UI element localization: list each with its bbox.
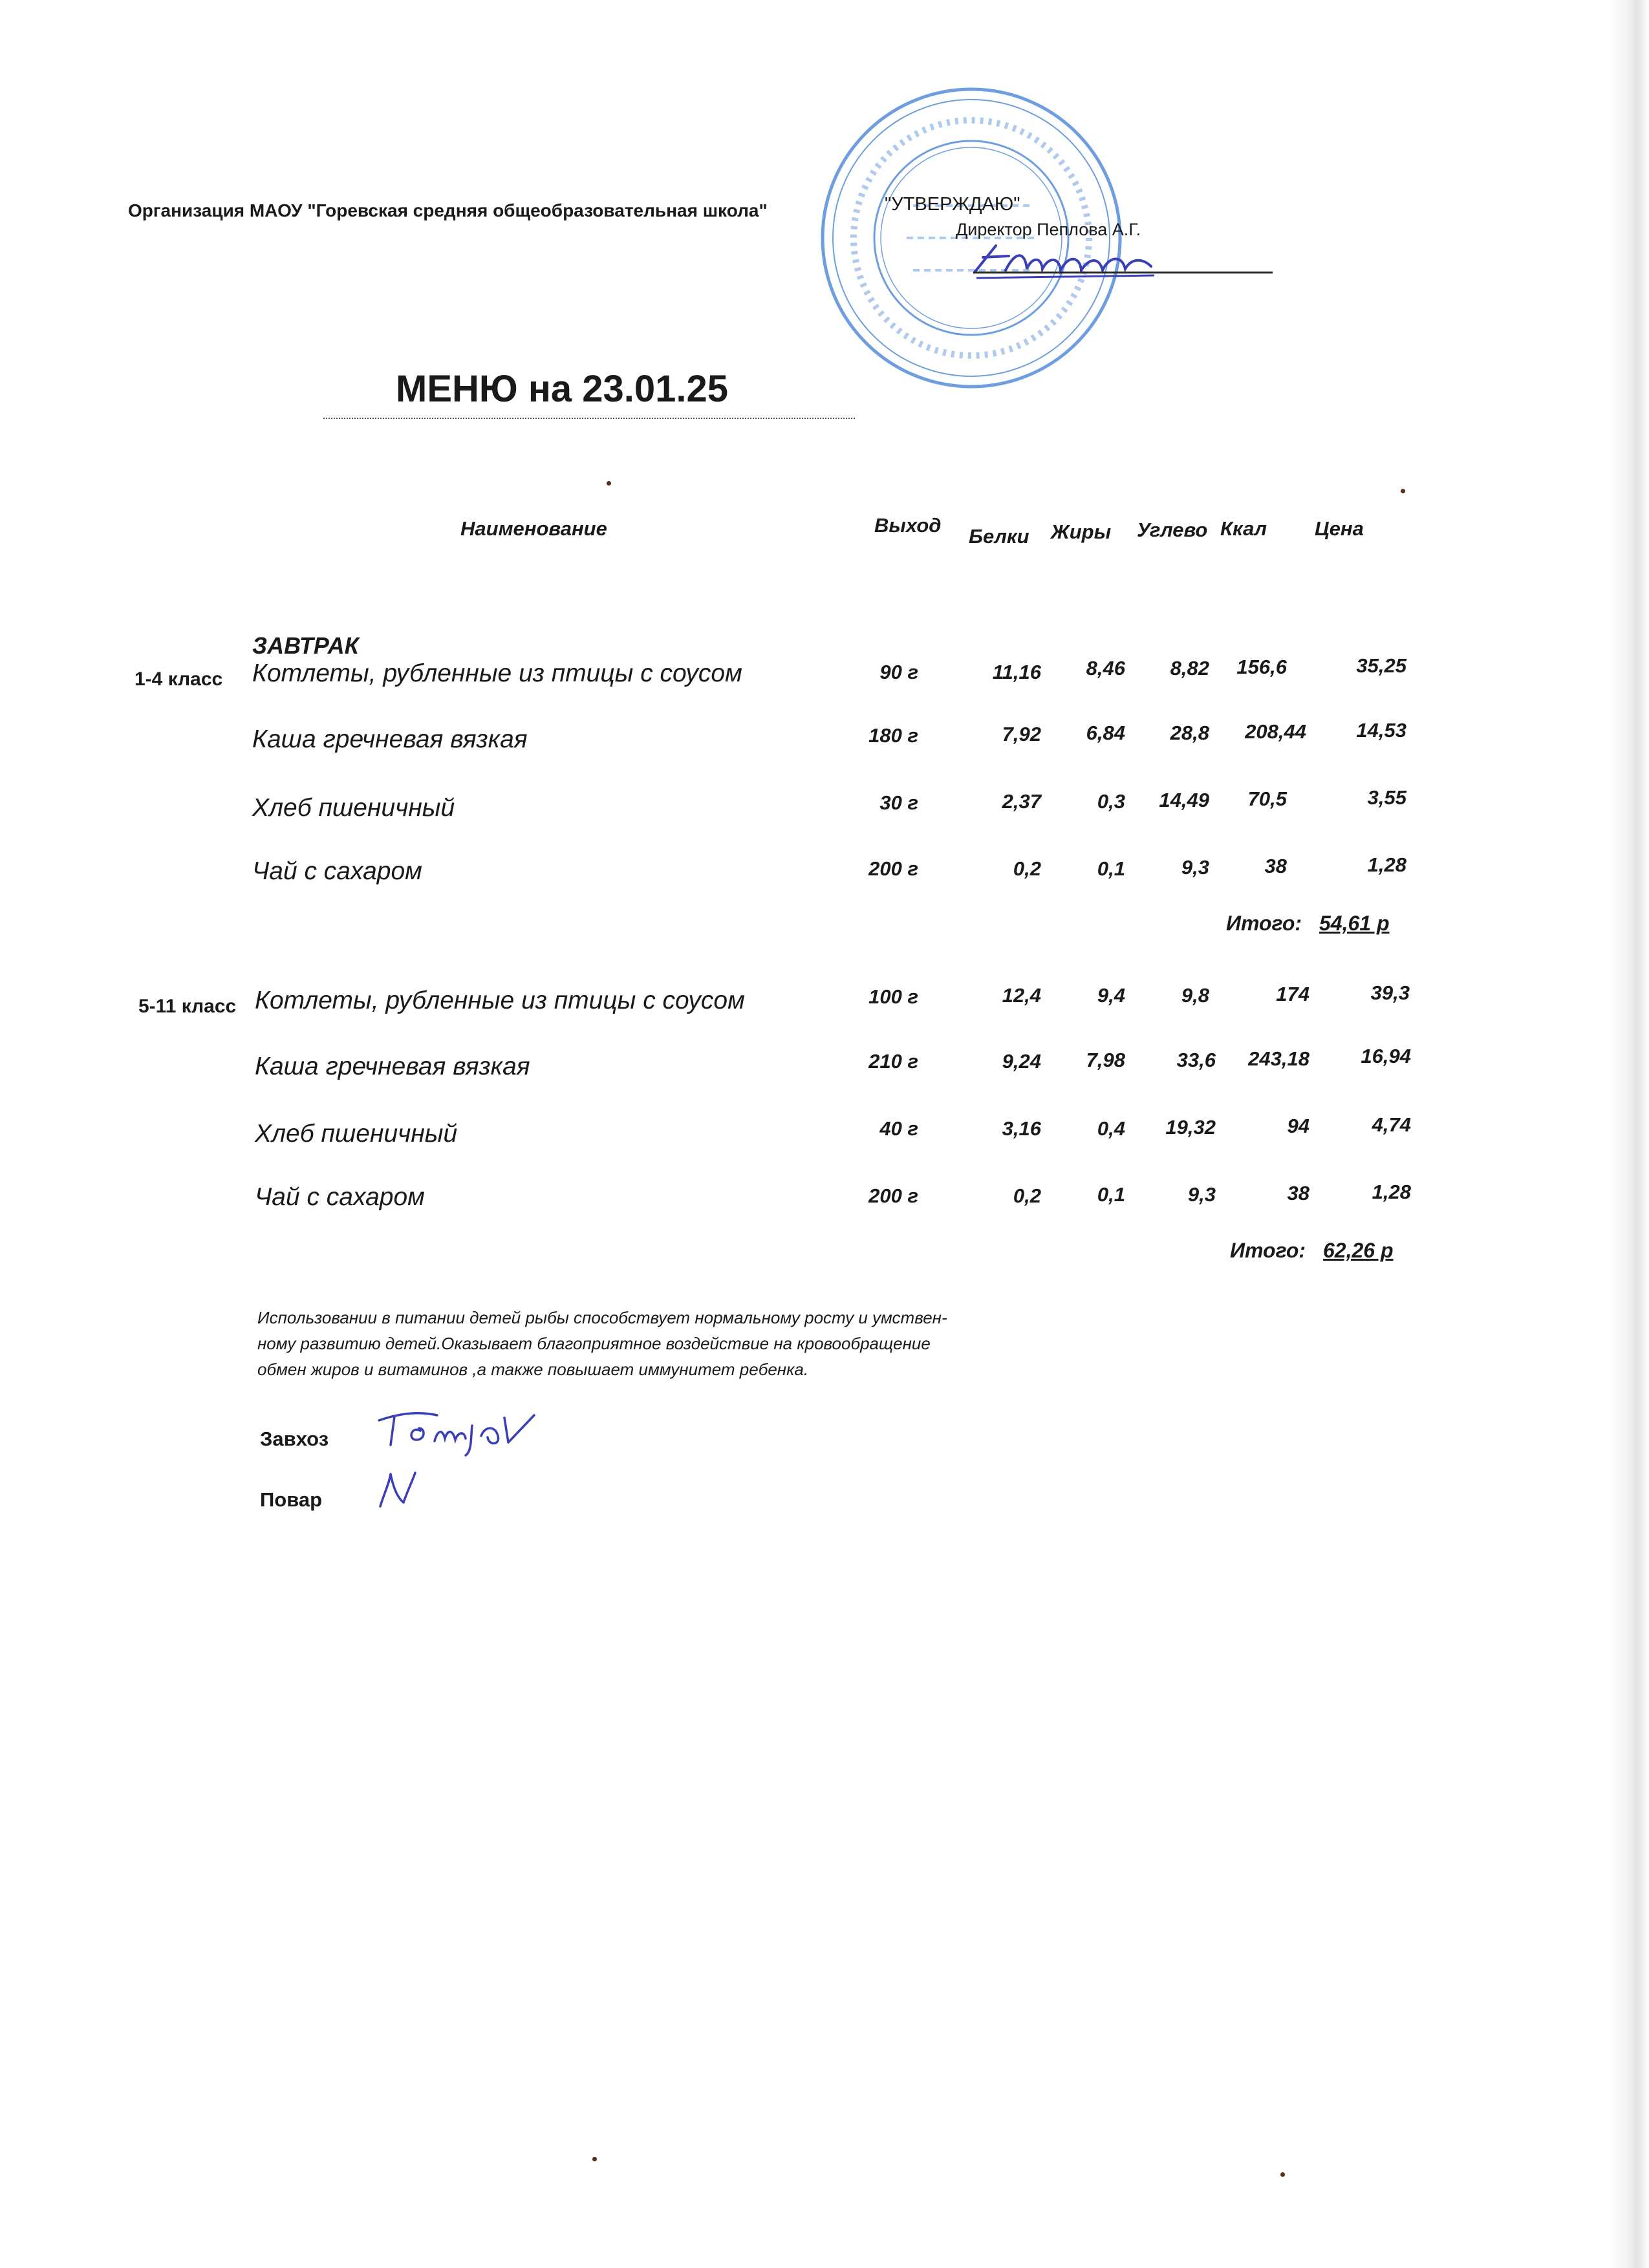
column-carbs: Углево [1137, 519, 1208, 541]
dish-name: Котлеты, рубленные из птицы с соусом [255, 987, 745, 1014]
cell-output: 180 г [868, 724, 918, 747]
cell-carbs: 9,3 [1187, 1183, 1216, 1206]
cell-fat: 7,98 [1086, 1049, 1125, 1071]
dish-name: Хлеб пшеничный [252, 794, 455, 822]
cell-output: 200 г [868, 1184, 918, 1207]
dish-name: Чай с сахаром [255, 1183, 425, 1211]
scan-speck [607, 481, 611, 486]
note-line: ному развитию детей.Оказывает благоприятное воздействие на кровообращение [257, 1334, 931, 1353]
dish-name: Котлеты, рубленные из птицы с соусом [252, 659, 742, 687]
cell-fat: 0,4 [1097, 1117, 1125, 1140]
total-label: Итого: [1230, 1239, 1306, 1262]
dish-name: Хлеб пшеничный [255, 1120, 458, 1148]
note-line: Использовании в питании детей рыбы способствует нормальному росту и умствен- [257, 1308, 947, 1327]
column-name: Наименование [460, 517, 607, 540]
column-protein: Белки [969, 525, 1029, 548]
cell-fat: 8,46 [1086, 657, 1125, 679]
cell-carbs: 9,3 [1181, 856, 1209, 879]
cell-carbs: 28,8 [1170, 722, 1209, 744]
scan-speck [1280, 2172, 1285, 2177]
cell-kcal: 38 [1287, 1182, 1310, 1204]
cell-output: 200 г [868, 857, 918, 880]
cell-protein: 11,16 [992, 661, 1041, 683]
cell-carbs: 19,32 [1165, 1116, 1216, 1139]
cell-kcal: 94 [1287, 1115, 1310, 1137]
cell-price: 1,28 [1367, 853, 1406, 876]
cook-signature [375, 1468, 433, 1513]
column-output: Выход [874, 514, 942, 537]
dish-name: Чай с сахаром [252, 857, 422, 885]
cell-fat: 9,4 [1097, 984, 1125, 1007]
cell-fat: 0,3 [1097, 790, 1125, 813]
cell-fat: 0,1 [1097, 857, 1125, 880]
cell-price: 35,25 [1356, 654, 1406, 677]
total-label: Итого: [1226, 912, 1302, 935]
cell-carbs: 8,82 [1170, 657, 1209, 679]
cell-output: 100 г [868, 985, 918, 1008]
cell-carbs: 33,6 [1176, 1049, 1216, 1071]
cell-carbs: 9,8 [1181, 984, 1209, 1007]
cell-price: 1,28 [1372, 1181, 1411, 1203]
dish-name: Каша гречневая вязкая [255, 1053, 530, 1080]
section-breakfast: ЗАВТРАК [252, 632, 359, 659]
cell-price: 39,3 [1370, 981, 1410, 1004]
cell-output: 210 г [868, 1050, 918, 1073]
cell-output: 30 г [879, 791, 918, 814]
column-fat: Жиры [1051, 520, 1112, 543]
cell-carbs: 14,49 [1159, 789, 1209, 811]
class-label: 1-4 класс [135, 669, 223, 690]
director-signature [970, 238, 1158, 283]
total-value: 62,26 р [1323, 1239, 1394, 1262]
cell-price: 14,53 [1356, 719, 1406, 742]
cell-protein: 3,16 [1002, 1117, 1041, 1140]
class-label: 5-11 класс [138, 996, 237, 1017]
scan-speck [592, 2157, 597, 2161]
signature-line [973, 272, 1273, 273]
cook-label: Повар [260, 1488, 323, 1511]
cell-protein: 7,92 [1002, 723, 1041, 745]
cell-protein: 9,24 [1002, 1050, 1041, 1073]
cell-kcal: 208,44 [1245, 720, 1306, 743]
scan-speck [1401, 489, 1405, 493]
cell-output: 40 г [879, 1117, 918, 1140]
cell-fat: 0,1 [1097, 1183, 1125, 1206]
nutrition-note [257, 1305, 1059, 1382]
dish-name: Каша гречневая вязкая [252, 725, 528, 753]
cell-protein: 0,2 [1013, 857, 1041, 880]
supply-manager-signature [375, 1406, 556, 1458]
column-price: Цена [1315, 517, 1364, 540]
cell-kcal: 243,18 [1248, 1047, 1310, 1070]
cell-price: 3,55 [1367, 786, 1406, 809]
cell-kcal: 156,6 [1236, 656, 1287, 678]
column-kcal: Ккал [1220, 517, 1267, 540]
cell-fat: 6,84 [1086, 722, 1125, 744]
cell-kcal: 70,5 [1247, 787, 1287, 810]
cell-protein: 12,4 [1002, 984, 1041, 1007]
cell-output: 90 г [879, 661, 918, 683]
cell-kcal: 38 [1264, 855, 1287, 877]
cell-protein: 0,2 [1013, 1184, 1041, 1207]
note-line: обмен жиров и витаминов ,а также повышает иммунитет ребенка. [257, 1360, 809, 1379]
scan-edge-shadow [1610, 0, 1649, 2268]
cell-protein: 2,37 [1002, 790, 1041, 813]
cell-price: 4,74 [1372, 1113, 1411, 1136]
organization-line: Организация МАОУ "Горевская средняя общеобразовательная школа" [128, 200, 768, 220]
director-name: Директор Пеплова А.Г. [956, 220, 1141, 239]
title-underline [323, 418, 855, 419]
total-value: 54,61 р [1319, 912, 1390, 935]
cell-kcal: 174 [1276, 983, 1310, 1005]
supply-manager-label: Завхоз [260, 1428, 329, 1450]
menu-title: МЕНЮ на 23.01.25 [396, 368, 728, 410]
cell-price: 16,94 [1361, 1045, 1411, 1067]
approval-heading: "УТВЕРЖДАЮ" [885, 194, 1020, 215]
